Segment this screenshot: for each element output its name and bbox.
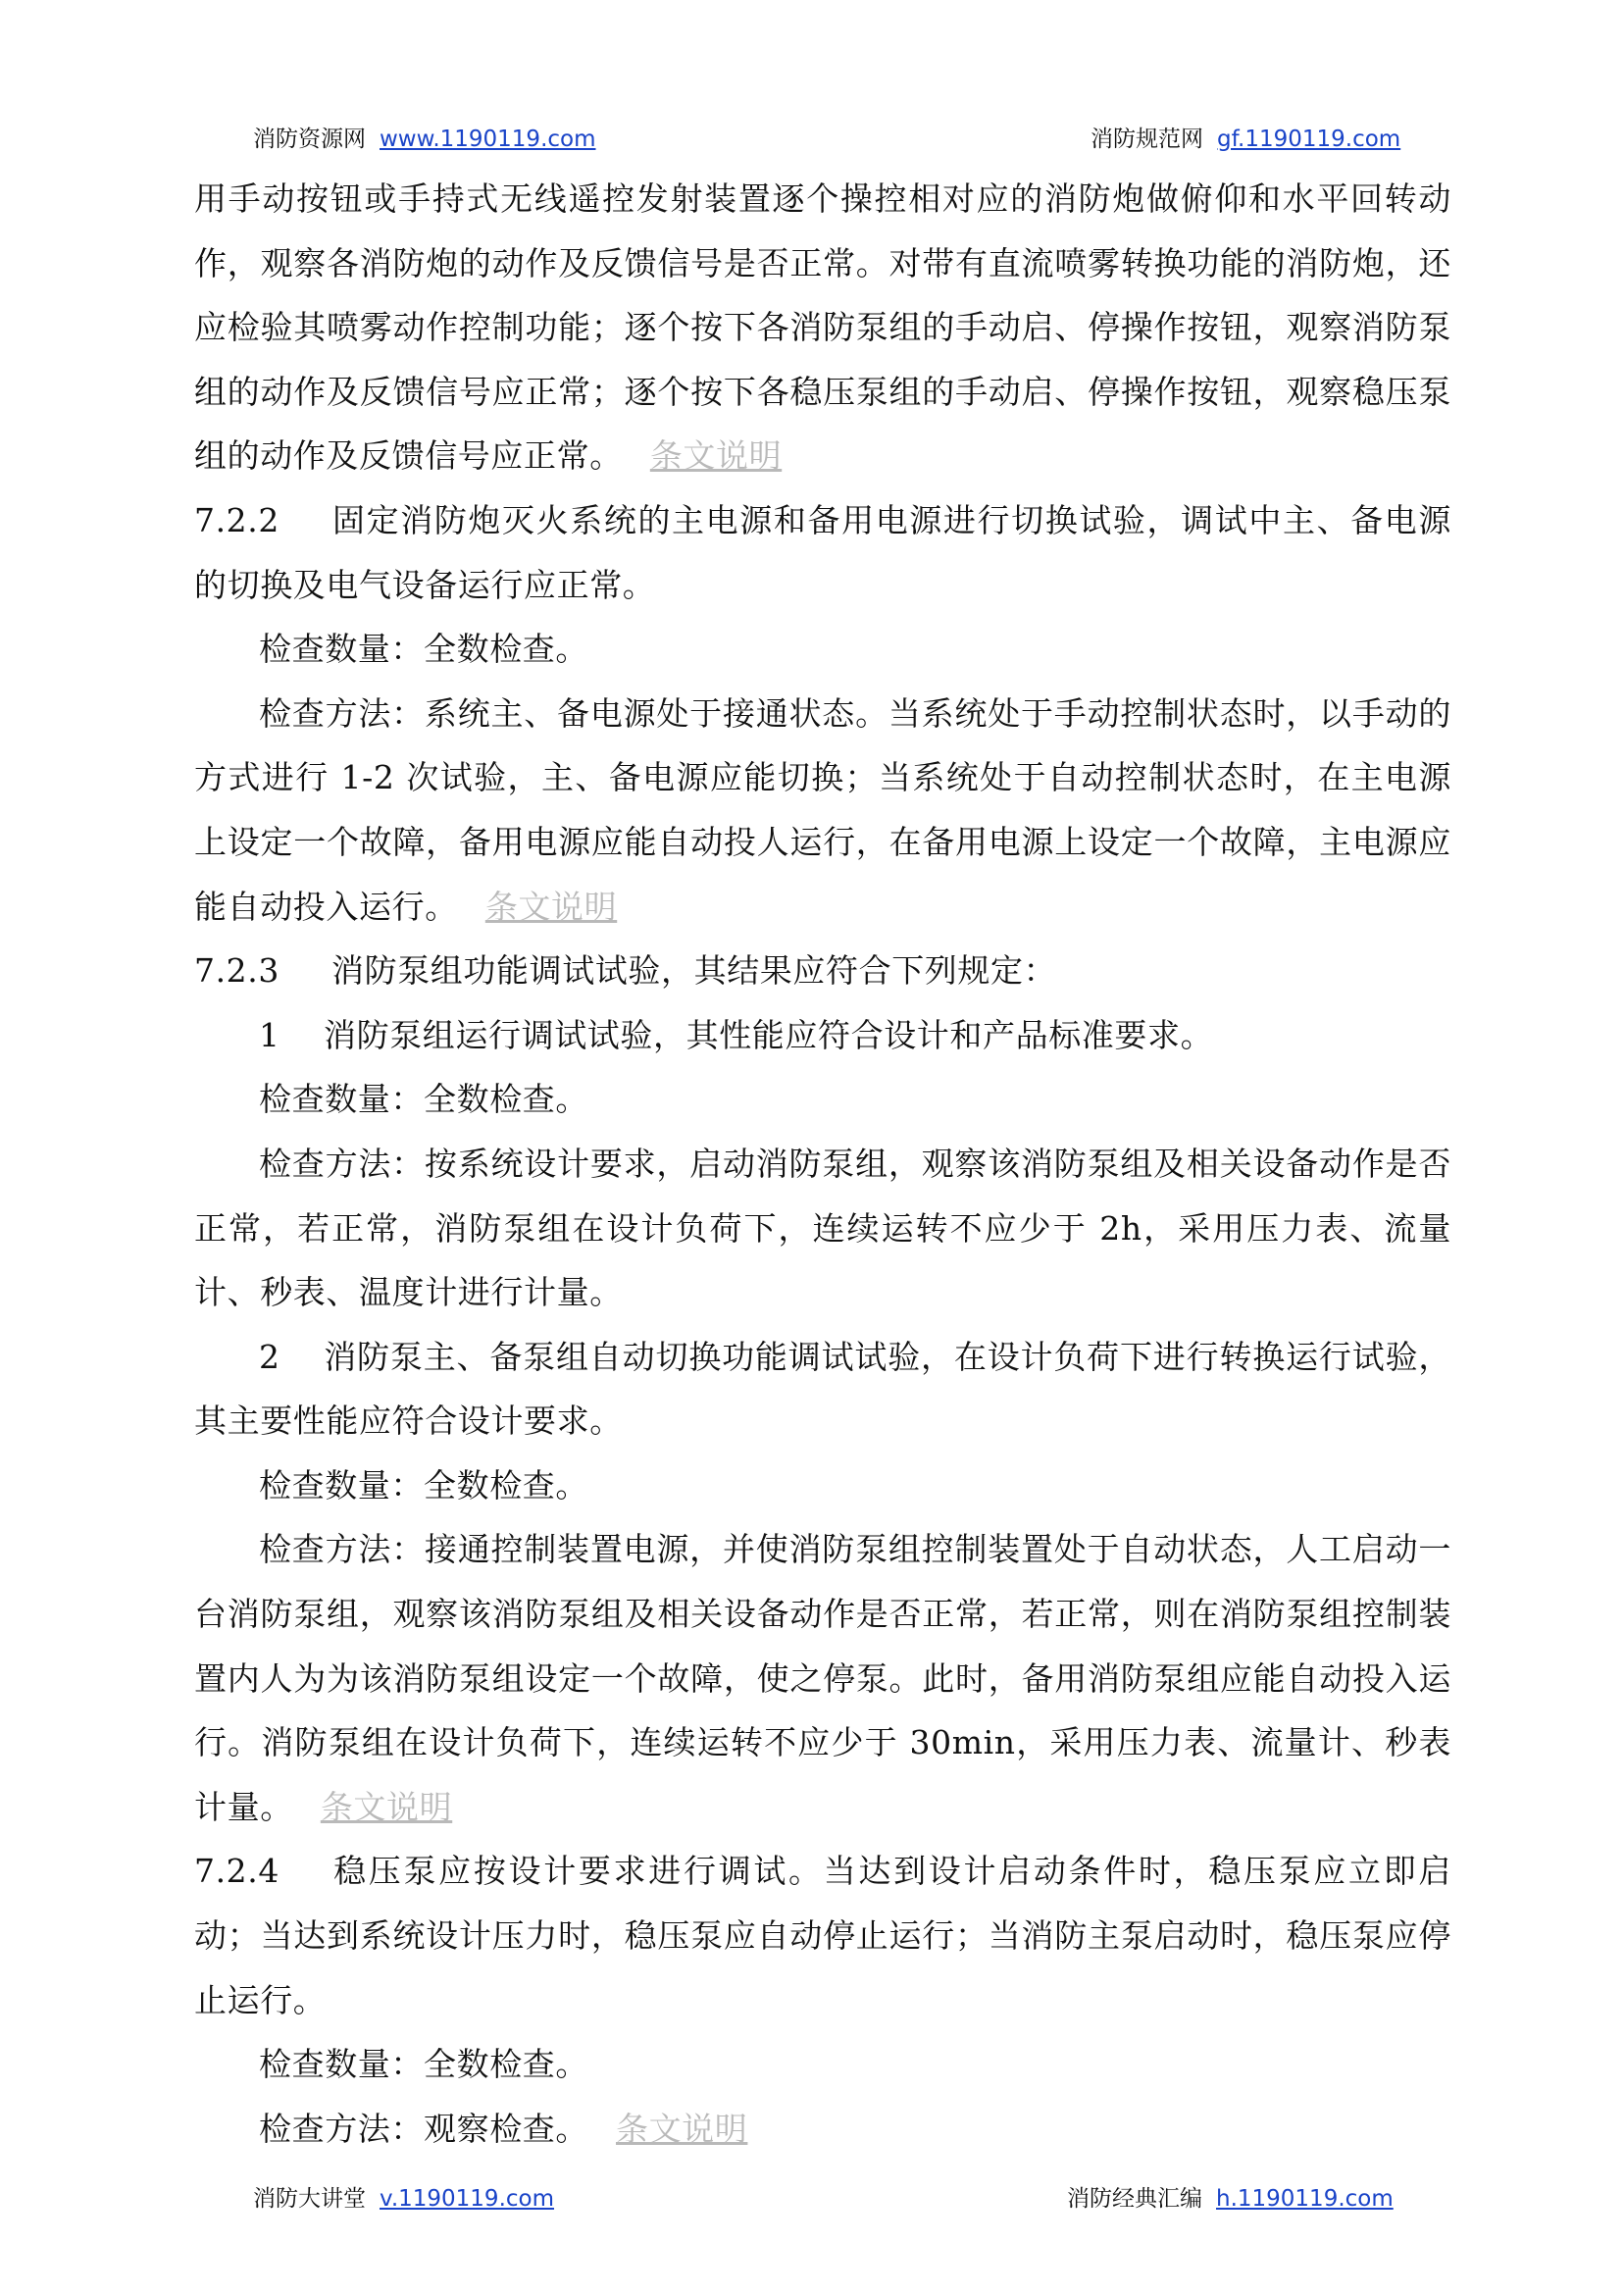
clause-text: 消防泵组功能调试试验，其结果应符合下列规定： xyxy=(331,951,1057,991)
intro-paragraph: 用手动按钮或手持式无线遥控发射装置逐个操控相对应的消防炮做俯仰和水平回转动作，观察各消防炮的动作及反馈信号是否正常。对带有直流喷雾转换功能的消防炮，还应检验其喷雾动作控制功能；逐个按下各消防泵组的手动启、停操作按钮，观察消防泵组的动作及反馈信号应正常；逐个按下各稳压泵组的手动启、停操作按钮，观察稳压泵组的动作及反馈信号应正常。 条文说明 xyxy=(194,179,1451,476)
inspection-quantity: 检查数量：全数检查。 xyxy=(259,1080,588,1119)
clause-text: 稳压泵应按设计要求进行调试。当达到设计启动条件时，稳压泵应立即启动；当达到系统设计压力时，稳压泵应自动停止运行；当消防主泵启动时，稳压泵应停止运行。 xyxy=(194,1852,1451,2019)
header-right-link[interactable]: gf.1190119.com xyxy=(1217,127,1401,152)
clause-note-link[interactable]: 条文说明 xyxy=(649,436,783,476)
clause-7-2-3 xyxy=(194,939,1451,1003)
sub-item-1 xyxy=(194,1003,1451,1068)
footer-left-link[interactable]: v.1190119.com xyxy=(380,2186,555,2212)
clause-number: 7.2.4 xyxy=(194,1852,279,1891)
clause-7-2-4 xyxy=(194,1839,1451,2032)
sub-item-number: 2 xyxy=(259,1337,280,1376)
inspection-method: 检查方法：观察检查。 条文说明 xyxy=(259,2109,748,2148)
footer-left xyxy=(253,2180,554,2213)
footer-right-label: 消防经典汇编 xyxy=(1067,2186,1202,2212)
footer-left-label: 消防大讲堂 xyxy=(253,2186,366,2212)
header-left-link[interactable]: www.1190119.com xyxy=(380,127,596,152)
clause-text: 固定消防炮灭火系统的主电源和备用电源进行切换试验，调试中主、备电源的切换及电气设备运行应正常。 xyxy=(194,500,1451,604)
sub-item-text: 消防泵组运行调试试验，其性能应符合设计和产品标准要求。 xyxy=(324,1015,1214,1054)
inspection-method: 检查方法：接通控制装置电源，并使消防泵组控制装置处于自动状态，人工启动一台消防泵组，观察该消防泵组及相关设备动作是否正常，若正常，则在消防泵组控制装置内人为为该消防泵组设定一个故障，使之停泵。此时，备用消防泵组应能自动投入运行。消防泵组在设计负荷下，连续运转不应少于 30min，采用压力表、流量计、秒表计量。 条文说明 xyxy=(194,1530,1451,1826)
document-body xyxy=(194,167,1451,2161)
header-right xyxy=(1091,121,1400,153)
clause-number: 7.2.2 xyxy=(194,500,279,539)
clause-note-link[interactable]: 条文说明 xyxy=(616,2109,748,2148)
clause-note-link[interactable]: 条文说明 xyxy=(484,887,618,926)
clause-7-2-2 xyxy=(194,488,1451,617)
inspection-method: 检查方法：系统主、备电源处于接通状态。当系统处于手动控制状态时，以手动的方式进行 1-2 次试验，主、备电源应能切换；当系统处于自动控制状态时，在主电源上设定一个故障，备用电源应能自动投人运行，在备用电源上设定一个故障，主电源应能自动投入运行。 条文说明 xyxy=(194,693,1451,926)
header-right-label: 消防规范网 xyxy=(1091,127,1203,152)
inspection-quantity: 检查数量：全数检查。 xyxy=(259,1465,588,1504)
sub-item-number: 1 xyxy=(259,1015,280,1054)
clause-note-link[interactable]: 条文说明 xyxy=(320,1787,453,1826)
clause-number: 7.2.3 xyxy=(194,951,279,991)
sub-item-2 xyxy=(194,1325,1451,1453)
sub-item-text: 消防泵主、备泵组自动切换功能调试试验，在设计负荷下进行转换运行试验，其主要性能应符合设计要求。 xyxy=(194,1337,1451,1441)
footer-right xyxy=(1067,2180,1394,2213)
inspection-quantity: 检查数量：全数检查。 xyxy=(259,2045,588,2084)
header-left xyxy=(253,121,596,153)
header-left-label: 消防资源网 xyxy=(253,127,366,152)
inspection-quantity: 检查数量：全数检查。 xyxy=(259,630,588,669)
footer-right-link[interactable]: h.1190119.com xyxy=(1216,2186,1394,2212)
inspection-method: 检查方法：按系统设计要求，启动消防泵组，观察该消防泵组及相关设备动作是否正常，若正常，消防泵组在设计负荷下，连续运转不应少于 2h，采用压力表、流量计、秒表、温度计进行计量。 xyxy=(194,1144,1451,1312)
